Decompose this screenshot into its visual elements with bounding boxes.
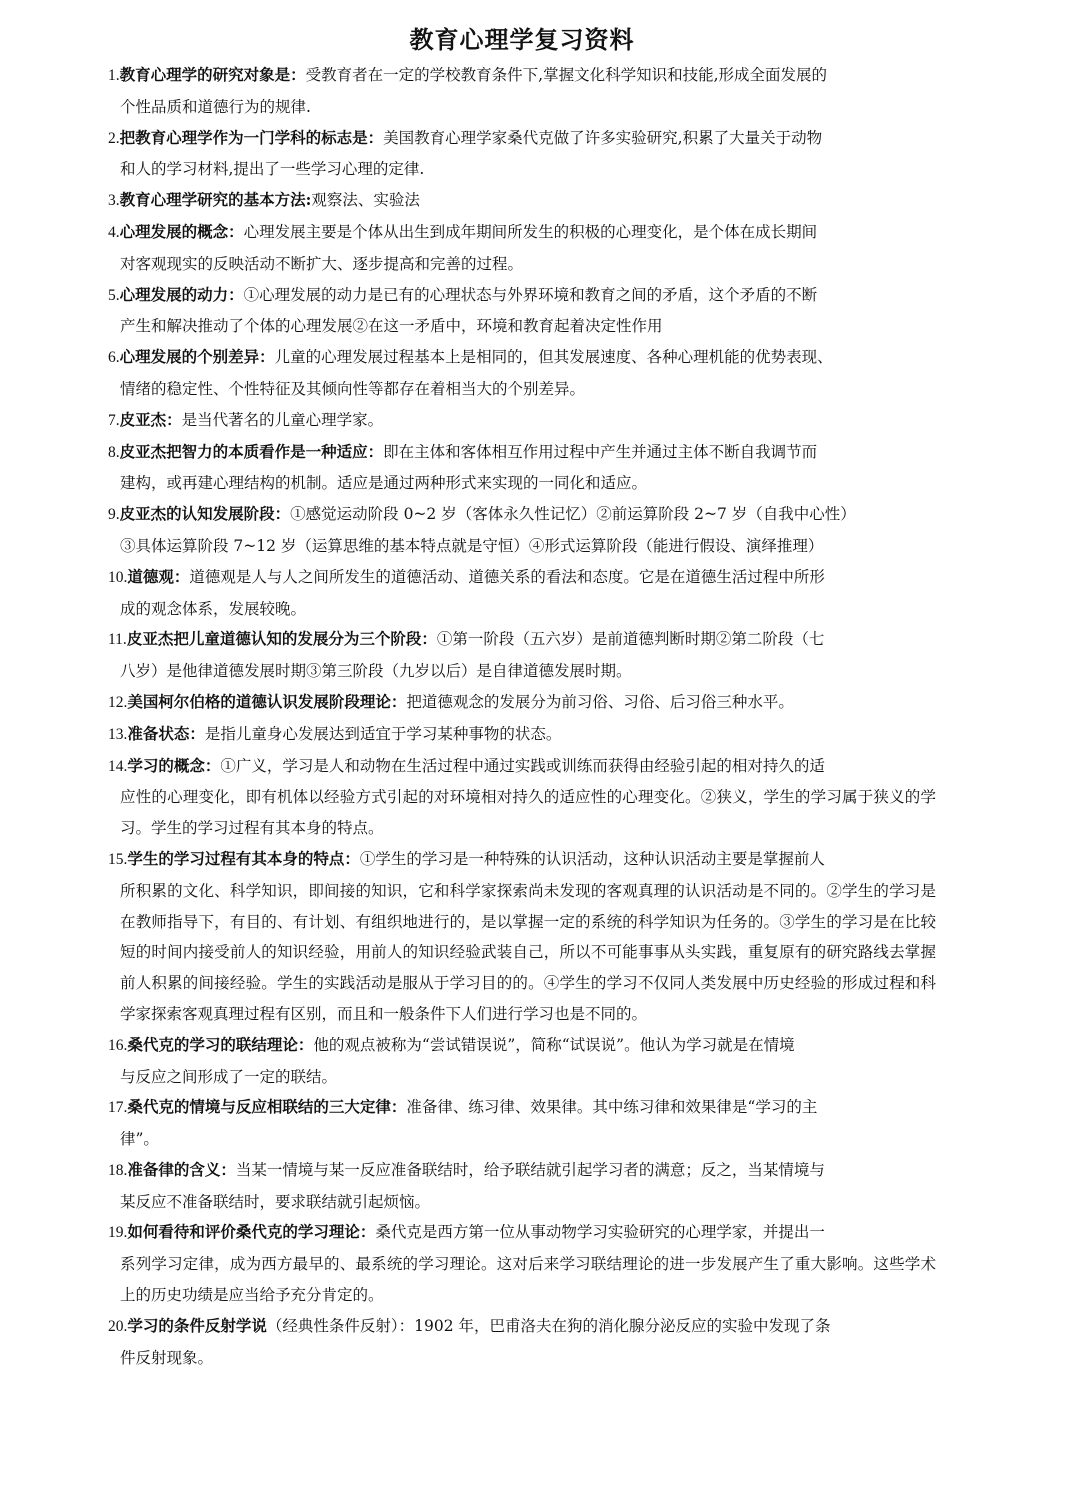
item-number: 8. xyxy=(108,443,120,461)
item-term: 心理发展的个别差异： xyxy=(119,347,275,367)
item-first-line xyxy=(108,342,936,374)
item-continuation: 成的观念体系，发展较晚。 xyxy=(120,599,307,618)
item-first-line xyxy=(108,437,936,469)
item-number: 4. xyxy=(108,223,120,241)
item-first-line xyxy=(108,1092,936,1124)
item-text: 受教育者在一定的学校教育条件下,掌握文化科学知识和技能,形成全面发展的 xyxy=(305,66,827,84)
list-item xyxy=(108,844,936,1030)
item-first-line xyxy=(108,217,936,249)
list-item xyxy=(108,342,936,405)
item-text: 准备律、练习律、效果律。其中练习律和效果律是“学习的主 xyxy=(406,1098,818,1117)
item-text: 道德观是人与人之间所发生的道德活动、道德关系的看法和态度。它是在道德生活过程中所形 xyxy=(189,567,825,586)
item-first-line xyxy=(108,499,936,531)
item-number: 17. xyxy=(108,1099,128,1117)
item-continuation: 系列学习定律，成为西方最早的、最系统的学习理论。这对后来学习联结理论的进一步发展产生了重大影响。这些学术上的历史功绩是应当给予充分肯定的。 xyxy=(120,1255,936,1305)
item-continuation: 建构，或再建心理结构的机制。适应是通过两种形式来实现的一同化和适应。 xyxy=(120,474,648,493)
document-title: 教育心理学复习资料 xyxy=(409,25,635,54)
list-item xyxy=(108,1311,936,1374)
item-first-line xyxy=(108,1155,936,1187)
item-list xyxy=(108,60,936,1373)
item-first-line xyxy=(108,280,936,312)
item-term: 把教育心理学作为一门学科的标志是： xyxy=(119,127,384,147)
document-page xyxy=(108,22,936,1373)
item-number: 11. xyxy=(108,631,127,649)
item-continuation: 某反应不准备联结时，要求联结就引起烦恼。 xyxy=(120,1192,431,1211)
item-term: 桑代克的情境与反应相联结的三大定律： xyxy=(127,1097,407,1117)
item-continuation: 与反应之间形成了一定的联结。 xyxy=(120,1067,338,1086)
item-text: （经典性条件反射）：1902 年，巴甫洛夫在狗的消化腺分泌反应的实验中发现了条 xyxy=(266,1316,831,1335)
item-text: 即在主体和客体相互作用过程中产生并通过主体不断自我调节而 xyxy=(383,442,818,461)
item-text: 儿童的心理发展过程基本上是相同的，但其发展速度、各种心理机能的优势表现、 xyxy=(274,348,833,367)
item-text: ①学生的学习是一种特殊的认识活动，这种认识活动主要是掌握前人 xyxy=(359,849,825,868)
list-item xyxy=(108,624,936,687)
list-item xyxy=(108,1092,936,1155)
item-first-line xyxy=(108,185,936,217)
item-first-line xyxy=(108,60,936,92)
item-continuation: 所积累的文化、科学知识，即间接的知识，它和科学家探索尚未发现的客观真理的认识活动是不同的。②学生的学习是在教师指导下，有目的、有计划、有组织地进行的，是以掌握一定的系统的科学知识为任务的。③学生的学习是在比较短的时间内接受前人的知识经验，用前人的知识经验武装自己，所以不可能事事从头实践，重复原有的研究路线去掌握前人积累的间接经验。学生的实践活动是服从于学习目的的。④学生的学习不仅同人类发展中历史经验的形成过程和科学家探索客观真理过程有区别，而且和一般条件下人们进行学习也是不同的。 xyxy=(120,881,936,1023)
item-first-line xyxy=(108,405,936,437)
item-term: 教育心理学研究的基本方法: xyxy=(119,190,312,210)
item-text: ①第一阶段（五六岁）是前道德判断时期②第二阶段（七 xyxy=(436,630,825,649)
list-item xyxy=(108,217,936,280)
item-term: 准备状态： xyxy=(127,723,205,743)
item-first-line xyxy=(108,123,936,155)
item-number: 2. xyxy=(108,129,120,147)
item-number: 10. xyxy=(108,568,128,586)
list-item xyxy=(108,719,936,751)
list-item xyxy=(108,185,936,217)
item-text: 观察法、实验法 xyxy=(311,191,420,210)
item-number: 5. xyxy=(108,286,120,304)
item-continuation: 产生和解决推动了个体的心理发展②在这一矛盾中，环境和教育起着决定性作用 xyxy=(120,317,663,336)
item-text: 把道德观念的发展分为前习俗、习俗、后习俗三种水平。 xyxy=(406,692,794,711)
list-item xyxy=(108,499,936,562)
list-item xyxy=(108,437,936,500)
item-text: 心理发展主要是个体从出生到成年期间所发生的积极的心理变化，是个体在成长期间 xyxy=(243,222,818,241)
item-first-line xyxy=(108,719,936,751)
item-text: 当某一情境与某一反应准备联结时，给予联结就引起学习者的满意；反之，当某情境与 xyxy=(235,1160,825,1179)
item-first-line xyxy=(108,1217,936,1249)
item-number: 3. xyxy=(108,192,120,210)
item-continuation: 个性品质和道德行为的规律. xyxy=(120,97,311,116)
item-term: 皮亚杰把智力的本质看作是一种适应： xyxy=(119,441,384,461)
item-continuation: 和人的学习材料,提出了一些学习心理的定律. xyxy=(120,160,425,179)
item-number: 9. xyxy=(108,506,120,524)
list-item xyxy=(108,751,936,844)
item-term: 准备律的含义： xyxy=(127,1159,236,1179)
item-first-line xyxy=(108,1311,936,1343)
item-text: ①心理发展的动力是已有的心理状态与外界环境和教育之间的矛盾，这个矛盾的不断 xyxy=(243,285,818,304)
item-number: 12. xyxy=(108,693,128,711)
item-text: 桑代克是西方第一位从事动物学习实验研究的心理学家，并提出一 xyxy=(375,1223,825,1242)
item-term: 心理发展的概念： xyxy=(119,221,244,241)
list-item xyxy=(108,687,936,719)
item-number: 18. xyxy=(108,1161,128,1179)
item-number: 14. xyxy=(108,757,128,775)
list-item xyxy=(108,60,936,123)
item-continuation: 八岁）是他律道德发展时期③第三阶段（九岁以后）是自律道德发展时期。 xyxy=(120,662,632,681)
item-term: 心理发展的动力： xyxy=(119,284,244,304)
item-continuation: 对客观现实的反映活动不断扩大、逐步提高和完善的过程。 xyxy=(120,254,524,273)
item-first-line xyxy=(108,751,936,783)
item-number: 19. xyxy=(108,1224,128,1242)
item-first-line xyxy=(108,624,936,656)
item-continuation: ③具体运算阶段 7~12 岁（运算思维的基本特点就是守恒）④形式运算阶段（能进行假设、演绎推理） xyxy=(120,536,824,555)
item-text: 是当代著名的儿童心理学家。 xyxy=(181,410,384,429)
item-text: 美国教育心理学家桑代克做了许多实验研究,积累了大量关于动物 xyxy=(383,128,823,147)
item-term: 道德观： xyxy=(127,566,190,586)
item-first-line xyxy=(108,844,936,876)
list-item xyxy=(108,1155,936,1218)
item-number: 13. xyxy=(108,725,128,743)
item-continuation: 件反射现象。 xyxy=(120,1348,214,1367)
item-continuation: 律”。 xyxy=(120,1130,159,1149)
item-term: 桑代克的学习的联结理论： xyxy=(127,1034,314,1054)
item-text: ①广义，学习是人和动物在生活过程中通过实践或训练而获得由经验引起的相对持久的适 xyxy=(220,756,825,775)
list-item xyxy=(108,405,936,437)
item-term: 皮亚杰： xyxy=(119,409,182,429)
item-text: 他的观点被称为“尝试错误说”，简称“试误说”。他认为学习就是在情境 xyxy=(313,1035,795,1054)
item-first-line xyxy=(108,687,936,719)
item-number: 1. xyxy=(108,67,120,84)
item-term: 皮亚杰的认知发展阶段： xyxy=(119,504,291,524)
item-continuation: 情绪的稳定性、个性特征及其倾向性等都存在着相当大的个别差异。 xyxy=(120,379,586,398)
item-term: 教育心理学的研究对象是： xyxy=(119,65,306,84)
item-first-line xyxy=(108,1030,936,1062)
list-item xyxy=(108,123,936,186)
list-item xyxy=(108,1217,936,1310)
item-number: 15. xyxy=(108,850,128,868)
item-number: 6. xyxy=(108,349,120,367)
item-term: 美国柯尔伯格的道德认识发展阶段理论： xyxy=(127,691,407,711)
item-first-line xyxy=(108,562,936,594)
item-term: 学习的条件反射学说 xyxy=(127,1315,267,1335)
item-number: 7. xyxy=(108,411,120,429)
item-number: 16. xyxy=(108,1036,128,1054)
item-text: 是指儿童身心发展达到适宜于学习某种事物的状态。 xyxy=(204,724,562,743)
item-term: 皮亚杰把儿童道德认知的发展分为三个阶段： xyxy=(126,629,437,649)
item-term: 学习的概念： xyxy=(127,755,221,775)
list-item xyxy=(108,280,936,343)
item-term: 学生的学习过程有其本身的特点： xyxy=(127,848,360,868)
item-number: 20. xyxy=(108,1317,128,1335)
item-text: ①感觉运动阶段 0~2 岁（客体永久性记忆）②前运算阶段 2~7 岁（自我中心性） xyxy=(290,505,856,524)
list-item xyxy=(108,562,936,625)
list-item xyxy=(108,1030,936,1093)
item-continuation: 应性的心理变化，即有机体以经验方式引起的对环境相对持久的适应性的心理变化。②狭义，学生的学习属于狭义的学习。学生的学习过程有其本身的特点。 xyxy=(120,788,936,838)
item-term: 如何看待和评价桑代克的学习理论： xyxy=(127,1222,376,1242)
